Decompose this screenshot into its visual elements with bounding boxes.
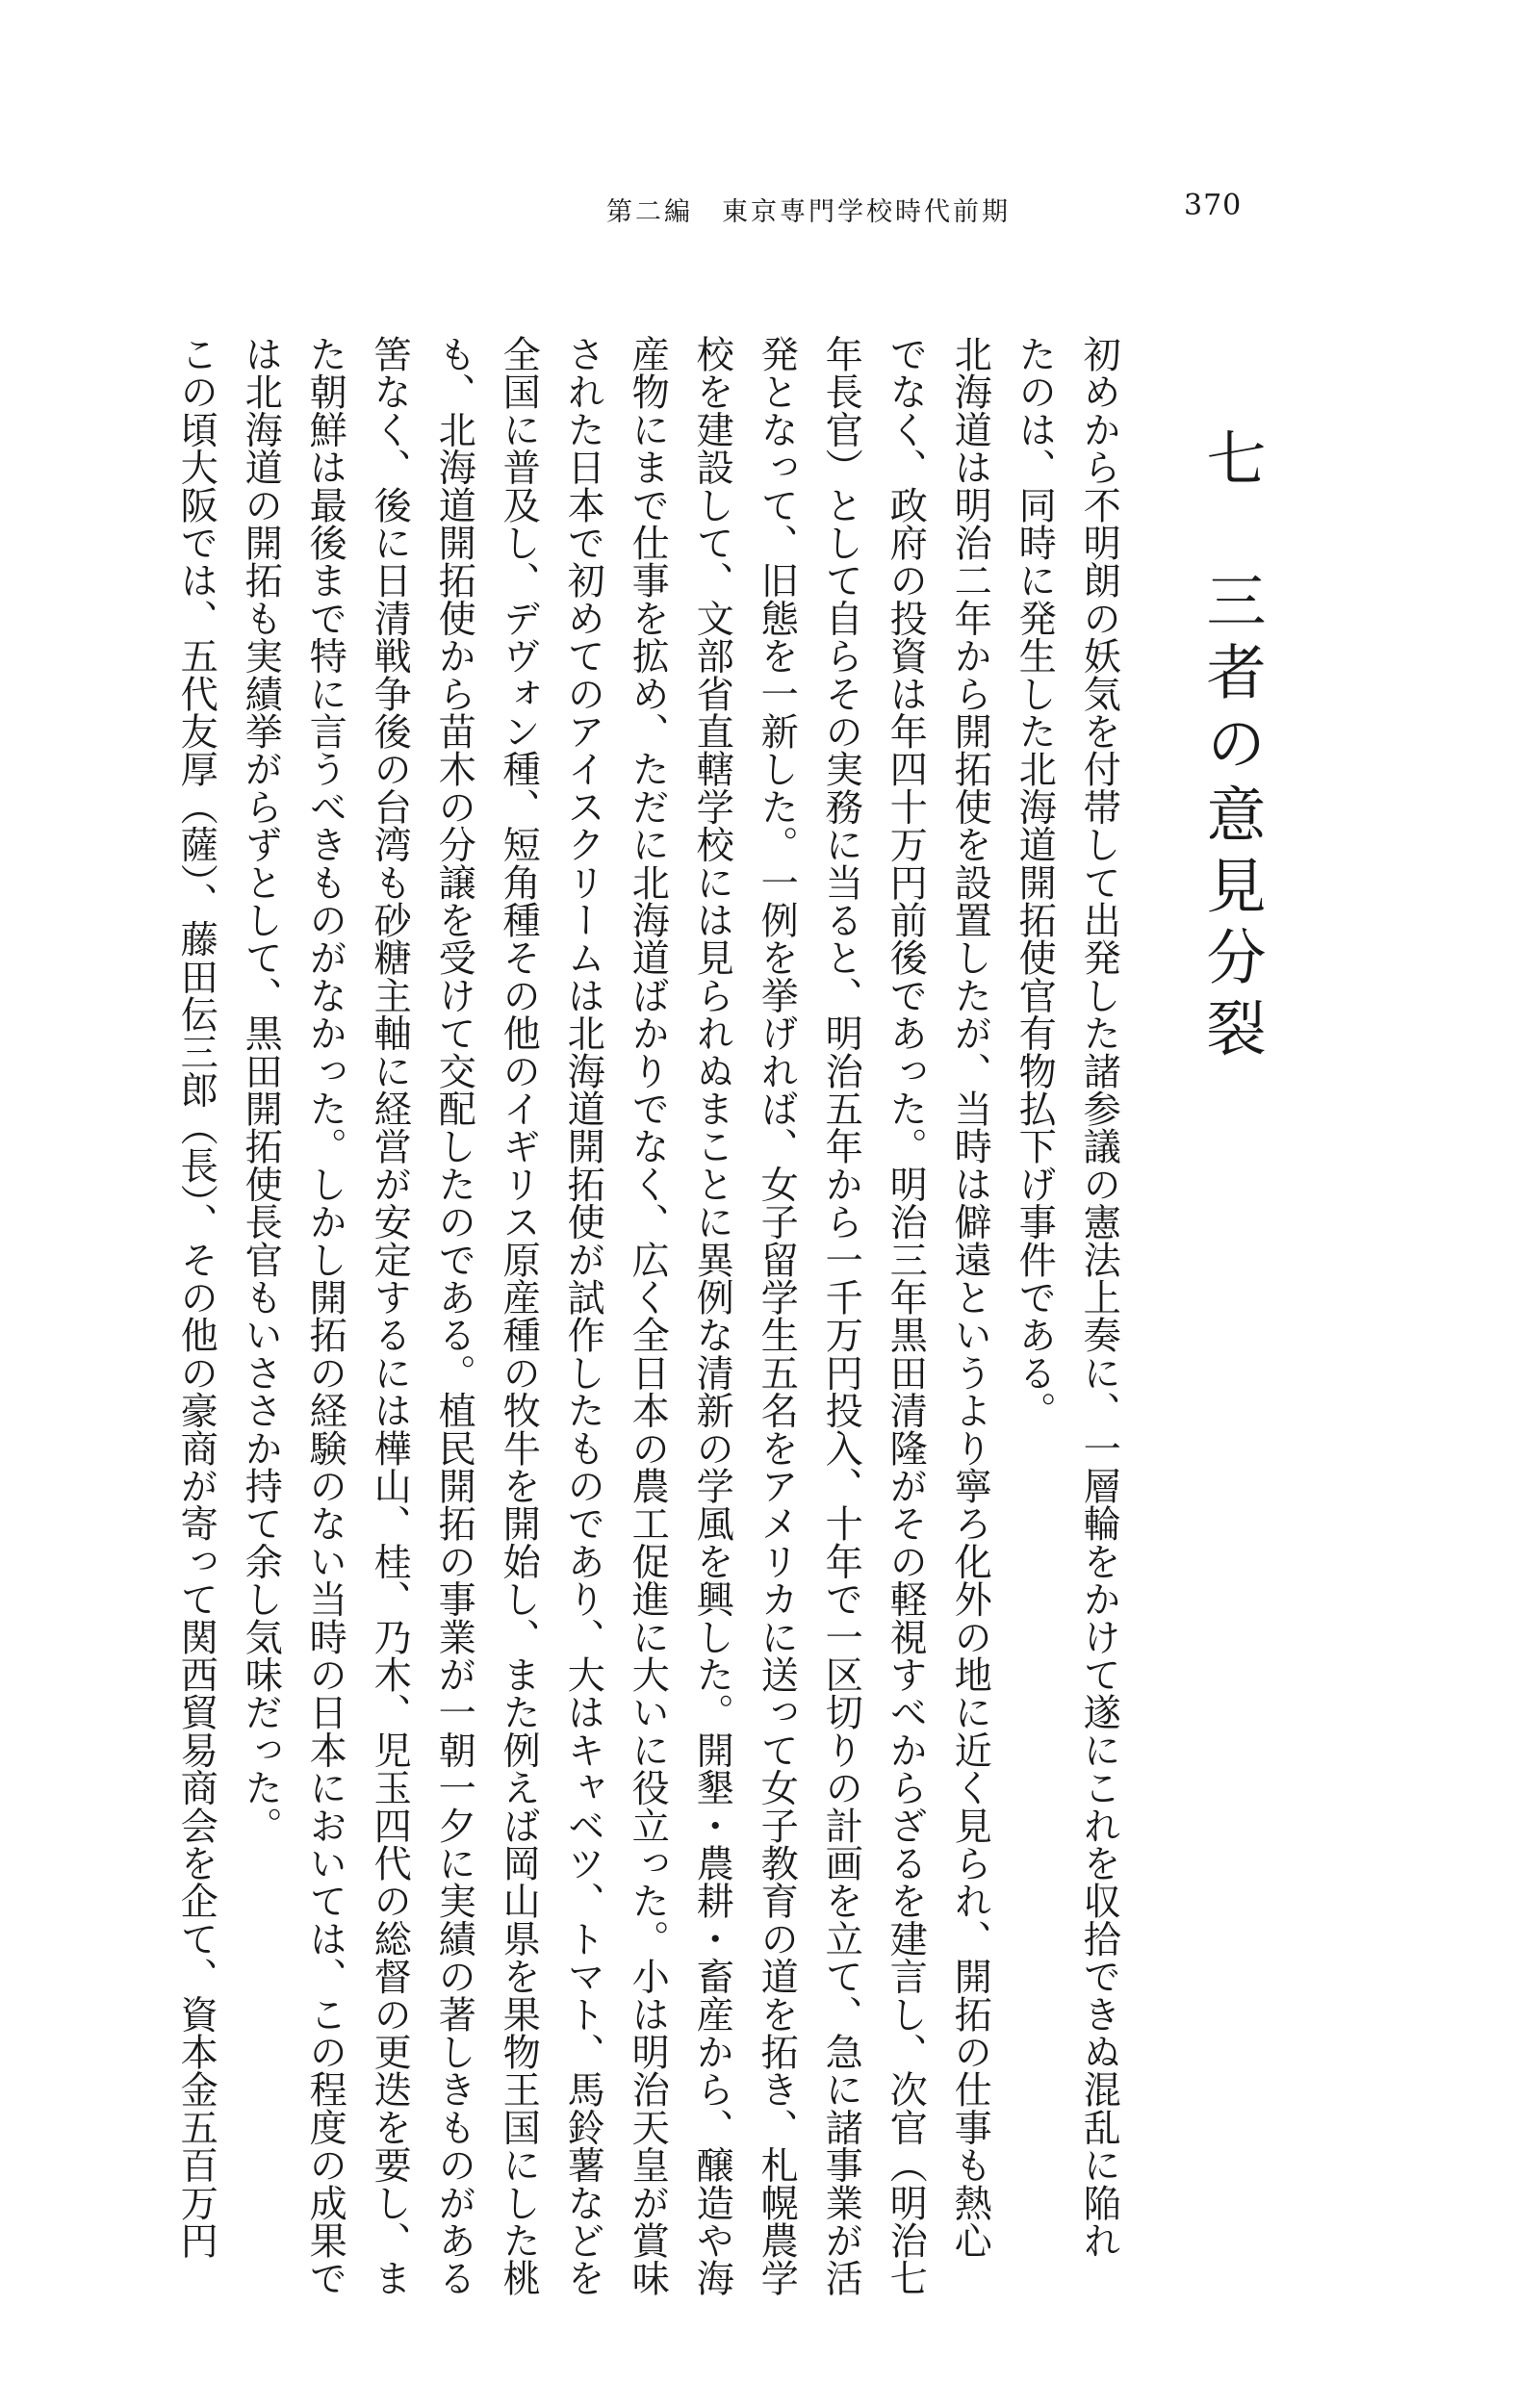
text-column: 校を建設して、文部省直轄学校には見られぬまことに異例な清新の学風を興した。開墾・農耕・畜産から、醸造や海 xyxy=(690,335,734,2297)
text-column: は北海道の開拓も実績挙がらずとして、黒田開拓使長官もいささか持て余し気味だった。 xyxy=(239,335,283,1844)
page-number: 370 xyxy=(1184,189,1243,222)
text-column: 北海道は明治二年から開拓使を設置したが、当時は僻遠というより寧ろ化外の地に近く見られ、開拓の仕事も熱心 xyxy=(948,335,992,2260)
text-column: たのは、同時に発生した北海道開拓使官有物払下げ事件である。 xyxy=(1013,335,1057,1429)
text-column: た朝鮮は最後まで特に言うべきものがなかった。しかし開拓の経験のない当時の日本においては、この程度の成果で xyxy=(303,335,347,2297)
text-column: 筈なく、後に日清戦争後の台湾も砂糖主軸に経営が安定するには樺山、桂、乃木、児玉四代の総督の更迭を要し、ま xyxy=(368,335,412,2297)
text-column: 産物にまで仕事を拡め、ただに北海道ばかりでなく、広く全日本の農工促進に大いに役立った。小は明治天皇が賞味 xyxy=(626,335,670,2297)
text-column: された日本で初めてのアイスクリームは北海道開拓使が試作したものであり、大はキャベツ、トマト、馬鈴薯などを xyxy=(561,335,605,2297)
section-title: 七 三者の意見分裂 xyxy=(1196,427,1267,1068)
text-column: 初めから不明朗の妖気を付帯して出発した諸参議の憲法上奏に、一層輪をかけて遂にこれを収拾できぬ混乱に陥れ xyxy=(1077,335,1121,2260)
text-column: も、北海道開拓使から苗木の分譲を受けて交配したのである。植民開拓の事業が一朝一夕に実績の著しきものがある xyxy=(432,335,476,2297)
text-column: 発となって、旧態を一新した。一例を挙げれば、女子留学生五名をアメリカに送って女子教育の道を拓き、札幌農学 xyxy=(755,335,799,2297)
text-column: 全国に普及し、デヴォン種、短角種その他のイギリス原産種の牧牛を開始し、また例えば岡山県を果物王国にした桃 xyxy=(497,335,541,2297)
text-column: この頃大阪では、五代友厚（薩）、藤田伝三郎（長）、その他の豪商が寄って関西貿易商会を企て、資本金五百万円 xyxy=(174,335,218,2260)
running-head: 第二編 東京専門学校時代前期 xyxy=(606,197,1011,227)
text-column: でなく、政府の投資は年四十万円前後であった。明治三年黒田清隆がその軽視すべからざるを建言し、次官（明治七 xyxy=(884,335,928,2297)
text-column: 年長官）として自らその実務に当ると、明治五年から一千万円投入、十年で一区切りの計画を立て、急に諸事業が活 xyxy=(819,335,863,2297)
